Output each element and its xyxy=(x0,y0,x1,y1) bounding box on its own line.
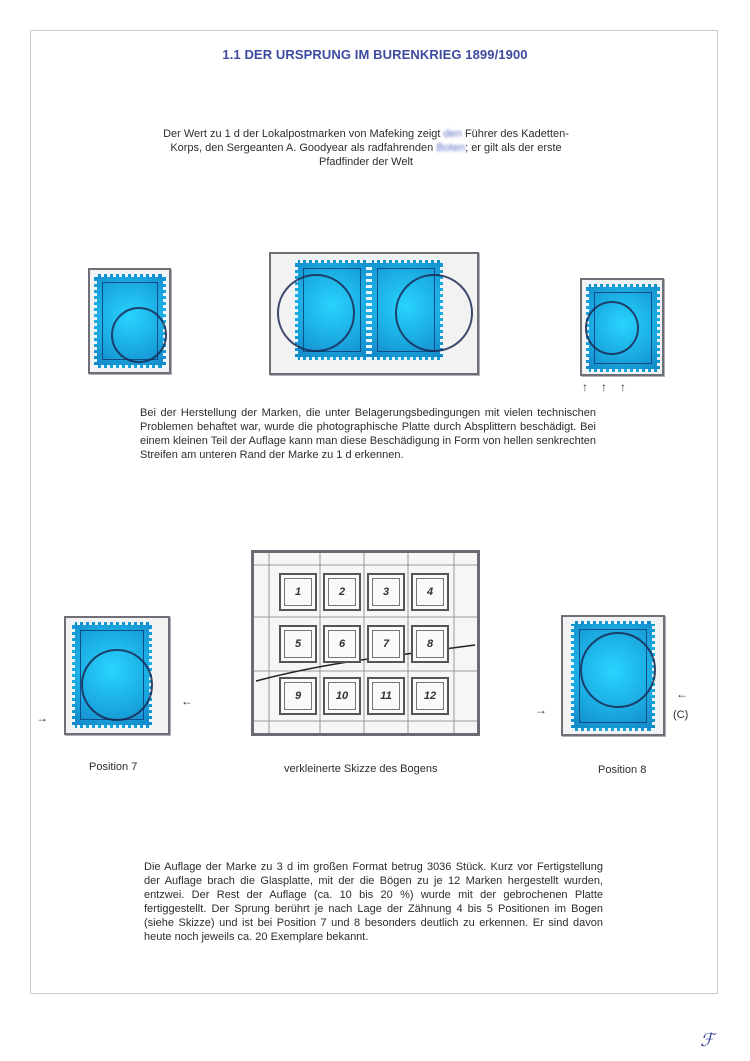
sheet-position-number: 1 xyxy=(294,586,302,598)
sheet-position-number: 2 xyxy=(338,586,346,598)
page-frame xyxy=(30,30,718,994)
stamp-mount-pair xyxy=(269,252,479,375)
arrow-up-icon: ↑ xyxy=(601,380,607,394)
sheet-position-cell xyxy=(323,625,361,663)
stamp-mount-right xyxy=(580,278,664,376)
arrow-right-icon: → xyxy=(535,703,547,717)
sheet-position-cell xyxy=(279,677,317,715)
sheet-position-cell xyxy=(279,625,317,663)
arrow-left-icon: ← xyxy=(181,694,193,708)
arrow-right-icon: → xyxy=(36,711,48,725)
caption-c-mark: (C) xyxy=(673,709,689,721)
sheet-position-number: 12 xyxy=(423,690,437,702)
sheet-position-cell xyxy=(411,625,449,663)
sheet-position-cell xyxy=(279,573,317,611)
stamp-mount-position-8 xyxy=(561,615,665,736)
stamp-3d-position-7 xyxy=(72,622,152,728)
sheet-position-number: 3 xyxy=(382,586,390,598)
sheet-position-cell xyxy=(411,677,449,715)
caption-position-8: Position 8 xyxy=(598,764,647,776)
caption-sketch: verkleinerte Skizze des Bogens xyxy=(284,763,438,775)
arrow-up-icon: ↑ xyxy=(620,380,626,394)
postmark-right xyxy=(395,274,473,352)
postmark xyxy=(580,632,656,708)
damage-paragraph: Bei der Herstellung der Marken, die unter Belagerungsbedingungen mit vielen technischen Problemen behaftet war, wurde die photographische Platte durch Absplittern beschädigt. Bei einem kleinen Teil der Auflage kann man diese Beschädigung in Form von hellen senkrechten Streifen am unteren Rand der Marke zu 1 d erkennen. xyxy=(140,407,596,461)
sheet-position-cell xyxy=(367,573,405,611)
signature-mark: ℱ xyxy=(700,1030,715,1051)
stamp-1d-cyclist xyxy=(94,274,166,368)
sheet-position-number: 7 xyxy=(382,638,390,650)
postmark-left xyxy=(277,274,355,352)
postmark xyxy=(585,301,639,355)
sheet-position-cell xyxy=(367,677,405,715)
stamp-3d-position-8 xyxy=(571,621,655,731)
intro-part3: ; er gilt als der erste Pfadfinder der Welt xyxy=(319,142,562,168)
intro-blurred-word-1: den xyxy=(443,128,462,140)
arrow-left-icon: ← xyxy=(676,687,688,701)
intro-part2: Führer des Kadetten-Korps, den Sergeanten A. Goodyear als radfahrenden xyxy=(170,128,569,154)
stamp-1d-damaged xyxy=(586,284,660,372)
caption-position-7: Position 7 xyxy=(89,761,138,773)
sheet-position-cell xyxy=(411,573,449,611)
intro-paragraph xyxy=(148,127,584,169)
sheet-position-number: 10 xyxy=(335,690,349,702)
bottom-paragraph: Die Auflage der Marke zu 3 d im großen Format betrug 3036 Stück. Kurz vor Fertigstellung der Auflage brach die Glasplatte, mit der die Bögen zu je 12 Marken hergestellt wurden, entzwei. Der Rest der Auflage (ca. 10 bis 20 %) wurde mit der gebrochenen Platte fertiggestellt. Der Sprung berührt je nach Lage der Zähnung 4 bis 5 Positionen im Bogen (siehe Skizze) und ist bei Position 7 und 8 besonders deutlich zu erkennen. Er sind davon heute noch jeweils ca. 20 Exemplare bekannt. xyxy=(144,861,603,943)
sheet-position-cell xyxy=(323,677,361,715)
sheet-position-number: 5 xyxy=(294,638,302,650)
sheet-position-number: 9 xyxy=(294,690,302,702)
sheet-position-cell xyxy=(367,625,405,663)
postmark xyxy=(81,649,153,721)
sheet-position-number: 4 xyxy=(426,586,434,598)
intro-blurred-word-2: Boten xyxy=(436,142,466,154)
arrow-up-icon: ↑ xyxy=(582,380,588,394)
sheet-position-cell xyxy=(323,573,361,611)
stamp-mount-left xyxy=(88,268,171,374)
intro-part1: Der Wert zu 1 d der Lokalpostmarken von Mafeking zeigt xyxy=(163,128,444,140)
sheet-position-number: 6 xyxy=(338,638,346,650)
sheet-position-number: 11 xyxy=(380,690,392,702)
page-title: 1.1 DER URSPRUNG IM BURENKRIEG 1899/1900 xyxy=(222,47,528,62)
sheet-sketch xyxy=(251,550,480,736)
stamp-mount-position-7 xyxy=(64,616,170,735)
sheet-position-number: 8 xyxy=(426,638,434,650)
postmark xyxy=(111,307,167,363)
